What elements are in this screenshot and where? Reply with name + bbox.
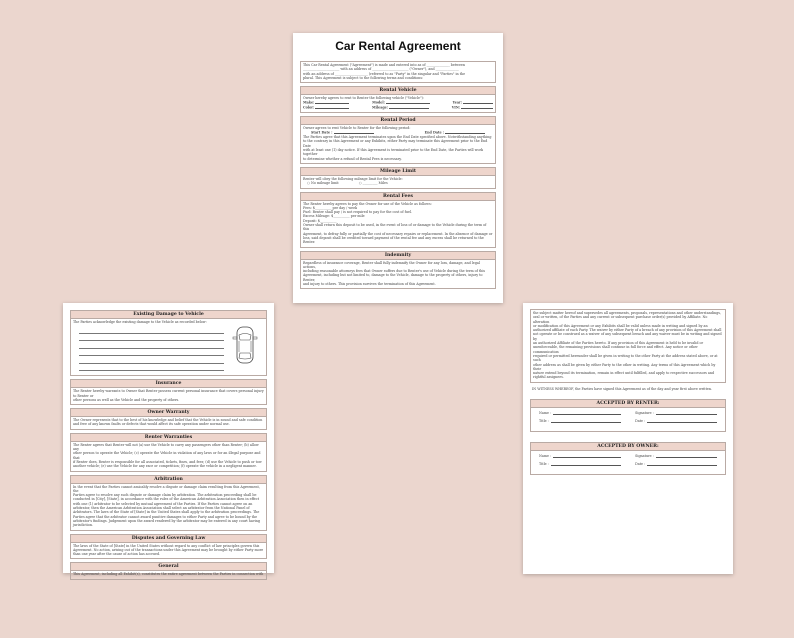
end-date-label: End Date : [424,130,444,135]
period-paragraph: with at least one (1) day notice. If this Agreement is terminated prior to the End Date, the Parties will work together [303,148,484,157]
section-header: Existing Damage to Vehicle [71,311,266,319]
start-date-label: Start Date : [311,130,333,135]
renter-signature-section [530,399,726,432]
indemnity-line: Agreement, including but not limited to, damage to the Vehicle, damage to the property of others, injury to Renter, [303,273,483,282]
section-header: Indemnity [301,252,495,260]
vin-field[interactable] [461,105,493,109]
intro-line: plural. This Agreement is subject to the following terms and conditions: [303,75,424,80]
section-header: Rental Fees [301,193,495,201]
arbitration-line: Arbitrators. The laws of the State of [State] in the United States shall apply to the arbitration proceedings. The [73,510,260,515]
section-header: ACCEPTED BY OWNER: [531,443,725,451]
signature-label: Signature : [635,454,654,459]
section-header: Rental Vehicle [301,87,495,95]
mileage-limit-section [300,167,496,189]
owner-warranty-line: and free of any known faults or defects that would affect its safe operation under normal use. [73,422,230,427]
damage-line[interactable] [79,341,224,349]
section-header: Insurance [71,380,266,388]
arbitration-line: In the event that the Parties cannot amicably resolve a dispute or damage claim resulting from this Agreement, the [73,484,260,493]
year-field[interactable] [463,100,493,104]
renter-title-field[interactable] [551,420,621,424]
name-label: Name : [539,411,552,416]
renter-warranties-section [70,433,267,472]
renter-warranties-line: The Renter agrees that Renter will not (a) use the Vehicle to carry any passengers other than Renter; (b) allow any [73,442,259,452]
disputes-line: The laws of the State of [State] in the United States without regard to any conflict of law principles govern this [73,543,260,548]
model-label: Model: [372,100,385,105]
section-header: ACCEPTED BY RENTER: [531,400,725,408]
general-line: not operate or be construed as a waiver of any subsequent breach and any waiver must be in writing and signed by [533,332,722,341]
damage-line[interactable] [79,334,224,342]
model-field[interactable] [386,100,430,104]
arbitration-line: Parties agree to resolve any such dispute or damage claim by arbitration. The arbitration proceeding shall be [73,493,257,498]
general-section [70,562,267,579]
arbitration-line: jurisdiction. [73,523,94,528]
general-line: required or permitted hereunder shall be given in writing to the other Party at the address stated above, or at such [533,353,718,363]
damage-line[interactable] [79,349,224,357]
rental-vehicle-section [300,86,496,113]
damage-line[interactable] [79,356,224,364]
general-line: This Agreement, including all Exhibit(s), constitutes the entire agreement between the Parties in connection with [73,572,264,577]
year-label: Year: [452,100,462,105]
indemnity-section [300,251,496,290]
renter-warranties-line: other person to operate the Vehicle; (c) operate the Vehicle in violation of any laws or for an illegal purpose and that [73,451,261,460]
disputes-line: Agreement. No action, arising out of the transactions under this Agreement may be brought by either Party more [73,547,264,552]
fees-line: Owner shall return this deposit to be used, in the event of loss of or damage to the Vehicle during the term of this [303,223,487,232]
damage-line[interactable] [79,326,224,334]
period-paragraph: to the contrary in this Agreement or any Exhibits, either Party may terminate this Agreement prior to the End Date [303,139,488,148]
owner-signature-field[interactable] [656,455,717,459]
arbitration-line: arbitrator's findings. Judgement upon the award rendered by the arbitrator may be entered in any court having [73,518,261,523]
general-continued-section [530,309,726,383]
make-label: Make: [303,100,315,105]
arbitration-line: Parties agree that the arbitrator cannot award punitive damages to either Party and agree to be bound by the [73,514,258,519]
arbitration-line: arbitrator, then the American Arbitration Association shall select an arbitrator from the National Panel of [73,506,250,511]
document-title: Car Rental Agreement [335,39,461,53]
renter-date-field[interactable] [647,420,717,424]
mileage-field[interactable] [389,105,429,109]
owner-date-field[interactable] [647,463,717,467]
section-text: Owner agrees to rent Vehicle to Renter for the following period: [303,126,411,131]
section-header: Disputes and Governing Law [71,535,266,543]
general-line: authorized affiliate of each Party. The waiver by either Party of a breach of any provision of this Agreement shall [533,328,722,333]
section-header: Rental Period [301,117,495,125]
no-limit-option[interactable]: ○ No mileage limit [307,181,339,186]
insurance-line: other persons as well as the Vehicle and the property of others. [73,397,180,402]
general-line: rightful assignees. [533,375,564,380]
owner-warranty-section [70,408,267,430]
section-header: Arbitration [71,476,266,484]
general-line: an authorized Affiliate of the Parties hereto. If any provision of this Agreement is held to be invalid or [533,341,704,346]
rental-fees-section [300,192,496,248]
vin-label: VIN: [451,105,460,110]
general-line: unenforceable, the remaining provisions shall continue in full force and effect. Any notice or other communication [533,345,698,354]
title-label: Title : [539,419,549,424]
renter-name-field[interactable] [553,412,621,416]
indemnity-line: and injury to others. This provision survives the termination of this Agreement. [303,282,436,286]
existing-damage-section [70,310,267,376]
insurance-line: The Renter hereby warrants to Owner that Renter possess current personal insurance that covers personal injury to Renter or [73,389,264,398]
intro-section [300,61,496,83]
fees-line: The Renter hereby agrees to pay the Owner for use of the Vehicle as follows: [303,201,432,206]
date-label: Date : [635,419,646,424]
owner-title-field[interactable] [551,463,621,467]
owner-signature-section [530,442,726,475]
indemnity-line: Regardless of insurance coverage, Renter shall fully indemnify the Owner for any loss, damage, and legal actions, [303,260,480,269]
owner-name-field[interactable] [553,455,621,459]
arbitration-line: with one (1) arbitrator to be selected by mutual agreement of the Parties. If the Parties cannot agree on an [73,501,253,506]
period-paragraph: The Parties agree that this Agreement terminates upon the End Date specified above. Notwithstanding anything [303,135,492,140]
start-date-field[interactable] [334,130,374,134]
page-2-terms [63,303,274,577]
indemnity-line: including reasonable attorneys fees that Owner suffers due to Renter's use of Vehicle during the term of this [303,269,486,274]
signature-label: Signature : [635,411,654,416]
arbitration-section [70,475,267,531]
date-label: Date : [635,462,646,467]
section-text: Renter will obey the following mileage limit for the Vehicle: [303,176,403,181]
insurance-section [70,379,267,405]
rental-period-section [300,116,496,164]
period-paragraph: to determine whether a refund of Rental Fees is necessary. [303,156,402,161]
section-header: General [71,563,266,571]
general-line: oral or written, of the Parties and any current or subsequent purchase order(s) provided by Affiliate. No alteration [533,315,708,324]
section-text: The Parties acknowledge the existing damage to the Vehicle as recorded below: [73,320,207,324]
car-outline-icon [228,326,262,364]
renter-warranties-line: another vehicle; (e) use the Vehicle for any race or competition; (f) operate the vehicle in a negligent manner. [73,464,257,469]
section-header: Mileage Limit [301,168,495,176]
general-line: or modification of this Agreement or any Exhibits shall be valid unless made in writing and signed by an [533,323,708,328]
intro-line: ______________________ with an address of ______________________ ("Owner"), and ______________ [303,67,459,72]
disputes-section [70,534,267,560]
witness-statement: IN WITNESS WHEREOF, the Parties have signed this Agreement as of the day and year first above written. [532,386,713,391]
intro-line: with an address of ____________________ (referred to as "Party" in the singular and "Parties" in the [303,71,466,76]
disputes-line: than one year after the cause of action has accrued. [73,552,161,557]
miles-option[interactable]: ○ _________ Miles [358,181,388,186]
renter-warranties-line: if Renter does, Renter is responsible for all associated, tickets, fines, and fees; (d) use the Vehicle to push or tow [73,459,262,464]
title-label: Title : [539,462,549,467]
section-text: Owner hereby agrees to rent to Renter the following vehicle ("Vehicle"): [303,96,424,101]
arbitration-line: conducted in [City], [State], in accordance with the rules of the American Arbitration Association then in effect [73,497,260,502]
fees-line: loss, said deposit shall be credited toward payment of the rental fee and any excess shall be returned to the Renter. [303,235,484,245]
name-label: Name : [539,454,552,459]
color-field[interactable] [315,105,349,109]
renter-signature-field[interactable] [656,412,717,416]
fees-line: Deposit: $__________ [303,218,337,223]
color-label: Color: [303,105,315,110]
general-line: the subject matter hereof and supersedes all agreements, proposals, representations and other understandings, [533,311,721,315]
general-line: nature extend beyond its termination, remain in effect until fulfilled, and apply to respective successors and [533,371,715,376]
page-1-car-rental-agreement [293,33,503,303]
end-date-field[interactable] [445,130,485,134]
owner-warranty-line: The Owner represents that to the best of his knowledge and belief that the Vehicle is in sound and safe condition [73,418,263,423]
section-header: Renter Warranties [71,434,266,442]
fees-line: Excess Mileage: $__________ per mile [303,214,365,219]
general-line: other address as shall be given by either Party to the other in writing. Any terms of this Agreement which by their [533,362,716,371]
mileage-label: Mileage: [371,105,388,110]
page-3-signatures [523,303,733,574]
miles-label: _________ Miles [362,181,388,186]
damage-line[interactable] [79,364,224,372]
section-header: Owner Warranty [71,409,266,417]
fees-line: Fees: $__________ per day / week [303,205,358,210]
fees-line: Fuel: Renter shall pay / is not required to pay for the cost of fuel. [303,210,413,215]
intro-line: This Car Rental Agreement ("Agreement") is made and entered into as of ______________ between [303,63,466,67]
fees-line: Agreement, to defray fully or partially the cost of necessary repairs or replacement. In the absence of damage or [303,231,493,236]
make-field[interactable] [315,100,349,104]
no-limit-label: No mileage limit [310,181,339,186]
